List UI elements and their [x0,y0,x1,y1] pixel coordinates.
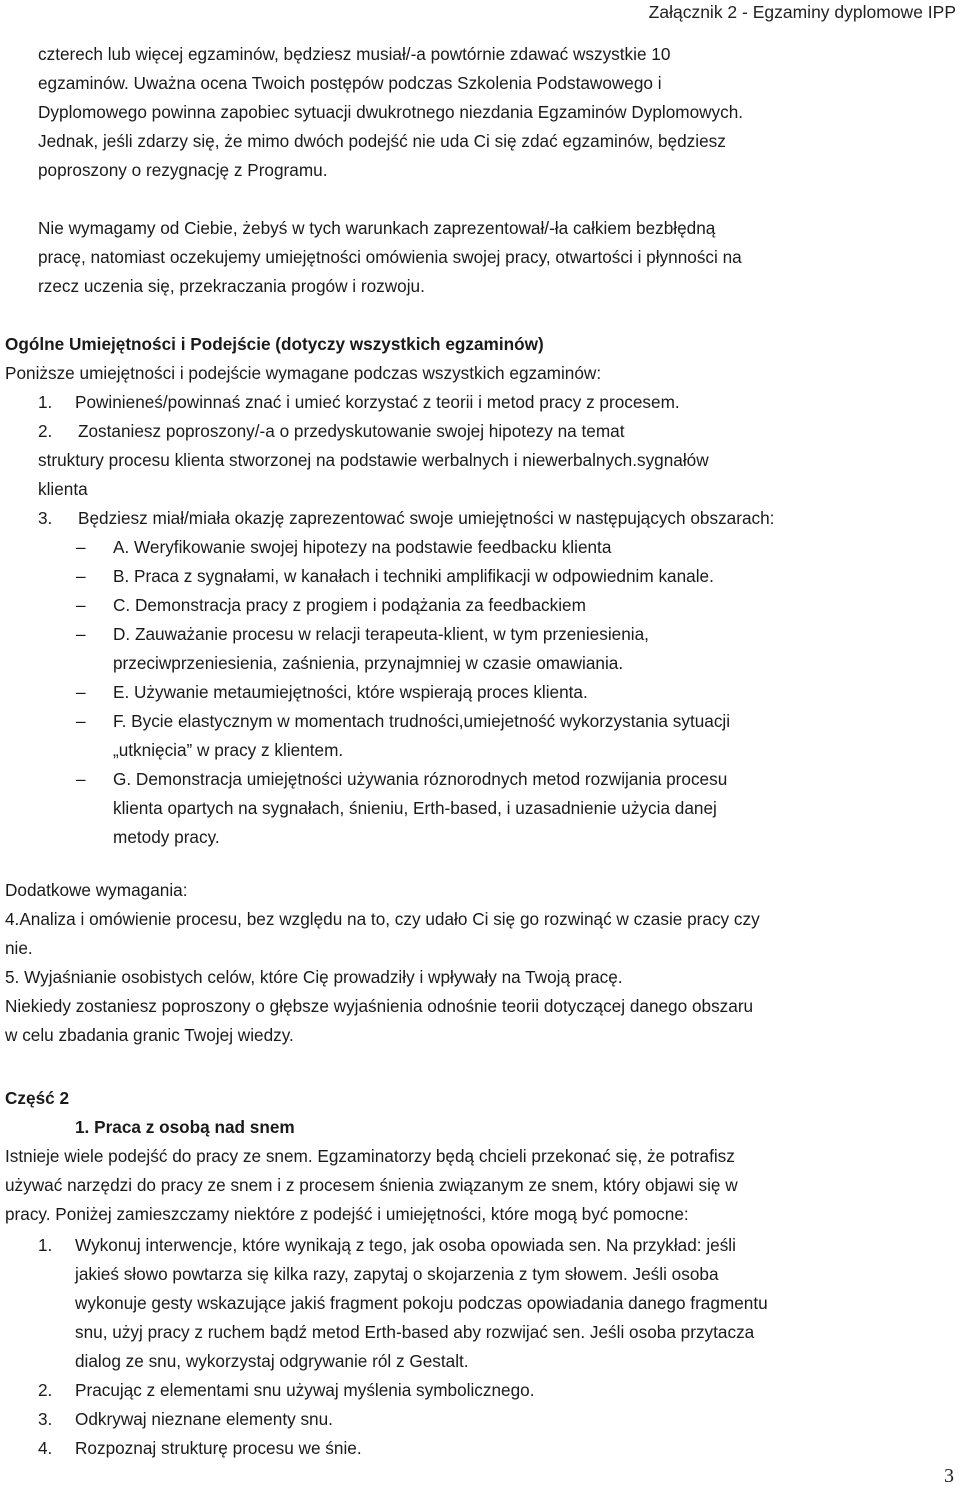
area-d-line: D. Zauważanie procesu w relacji terapeuta-klient, w tym przeniesienia, [113,624,649,644]
area-g-line: klienta opartych na sygnałach, śnieniu, Erth-based, i uzasadnienie użycia danej [113,798,717,818]
dash-bullet: – [76,682,86,702]
part2-item-number: 1. [38,1235,53,1255]
part2-item-line: Wykonuj interwencje, które wynikają z tego, jak osoba opowiada sen. Na przykład: jeśli [75,1235,736,1255]
general-item-text: struktury procesu klienta stworzonej na podstawie werbalnych i niewerbalnych.sygnałów [38,450,709,470]
intro-p2-line: pracę, natomiast oczekujemy umiejętności omówienia swojej pracy, otwartości i płynności na [38,247,742,267]
dash-bullet: – [76,769,86,789]
page-number: 3 [944,1465,954,1487]
area-a-line: A. Weryfikowanie swojej hipotezy na podstawie feedbacku klienta [113,537,612,557]
part2-intro-line: używać narzędzi do pracy ze snem i z procesem śnienia związanym ze snem, który objawi się w [5,1175,738,1195]
intro-p1-line: poproszony o rezygnację z Programu. [38,160,328,180]
additional-line: Niekiedy zostaniesz poproszony o głębsze wyjaśnienia odnośnie teorii dotyczącej danego obszaru [5,996,754,1016]
area-c-line: C. Demonstracja pracy z progiem i podążania za feedbackiem [113,595,586,615]
dash-bullet: – [76,624,86,644]
area-f-line: F. Bycie elastycznym w momentach trudności,umiejetność wykorzystania sytuacji [113,711,731,731]
part2-subheading: 1. Praca z osobą nad snem [75,1117,295,1137]
area-e-line: E. Używanie metaumiejętności, które wspierają proces klienta. [113,682,588,702]
intro-p1-line: czterech lub więcej egzaminów, będziesz musiał/-a powtórnie zdawać wszystkie 10 [38,44,671,64]
part2-item-number: 3. [38,1409,53,1429]
area-d-line: przeciwprzeniesienia, zaśnienia, przynajmniej w czasie omawiania. [113,653,624,673]
part2-item-line: dialog ze snu, wykorzystaj odgrywanie ról z Gestalt. [75,1351,469,1371]
dash-bullet: – [76,595,86,615]
part2-item-line: snu, użyj pracy z ruchem bądź metod Erth-based aby rozwijać sen. Jeśli osoba przytacza [75,1322,755,1342]
part2-item-line: jakieś słowo powtarza się kilka razy, zapytaj o skojarzenia z tym słowem. Jeśli osoba [75,1264,719,1284]
dash-bullet: – [76,711,86,731]
additional-line: nie. [5,938,33,958]
additional-heading: Dodatkowe wymagania: [5,880,188,900]
general-item-text: Zostaniesz poproszony/-a o przedyskutowanie swojej hipotezy na temat [78,421,625,441]
additional-line: w celu zbadania granic Twojej wiedzy. [5,1025,294,1045]
part2-item-number: 2. [38,1380,53,1400]
general-heading: Ogólne Umiejętności i Podejście (dotyczy wszystkich egzaminów) [5,334,544,354]
additional-line: 4.Analiza i omówienie procesu, bez względu na to, czy udało Ci się go rozwinąć w czasie pracy czy [5,909,760,929]
part2-item-line: wykonuje gesty wskazujące jakiś fragment pokoju podczas opowiadania danego fragmentu [75,1293,768,1313]
part2-intro-line: Istnieje wiele podejść do pracy ze snem. Egzaminatorzy będą chcieli przekonać się, że potrafisz [5,1146,735,1166]
general-item-text: Powinieneś/powinnaś znać i umieć korzystać z teorii i metod pracy z procesem. [75,392,680,412]
part2-intro-line: pracy. Poniżej zamieszczamy niektóre z podejść i umiejętności, które mogą być pomocne: [5,1204,689,1224]
area-g-line: metody pracy. [113,827,220,847]
general-item-text: Będziesz miał/miała okazję zaprezentować swoje umiejętności w następujących obszarach: [78,508,775,528]
general-lead: Poniższe umiejętności i podejście wymagane podczas wszystkich egzaminów: [5,363,602,383]
area-g-line: G. Demonstracja umiejętności używania róznorodnych metod rozwijania procesu [113,769,728,789]
intro-p2-line: Nie wymagamy od Ciebie, żebyś w tych warunkach zaprezentował/-ła całkiem bezbłędną [38,218,716,238]
area-f-line: „utknięcia” w pracy z klientem. [113,740,344,760]
part2-item-line: Odkrywaj nieznane elementy snu. [75,1409,333,1429]
dash-bullet: – [76,566,86,586]
intro-p1-line: Jednak, jeśli zdarzy się, że mimo dwóch podejść nie uda Ci się zdać egzaminów, będziesz [38,131,726,151]
general-item-text: klienta [38,479,88,499]
document-header: Załącznik 2 - Egzaminy dyplomowe IPP [648,2,956,22]
part2-item-number: 4. [38,1438,53,1458]
general-item-number: 2. [38,421,53,441]
intro-p1-line: egzaminów. Uważna ocena Twoich postępów podczas Szkolenia Podstawowego i [38,73,662,93]
intro-p1-line: Dyplomowego powinna zapobiec sytuacji dwukrotnego niezdania Egzaminów Dyplomowych. [38,102,744,122]
area-b-line: B. Praca z sygnałami, w kanałach i techniki amplifikacji w odpowiednim kanale. [113,566,714,586]
general-item-number: 1. [38,392,53,412]
intro-p2-line: rzecz uczenia się, przekraczania progów i rozwoju. [38,276,425,296]
part2-item-line: Rozpoznaj strukturę procesu we śnie. [75,1438,362,1458]
part2-heading: Część 2 [5,1088,70,1108]
general-item-number: 3. [38,508,53,528]
dash-bullet: – [76,537,86,557]
part2-item-line: Pracując z elementami snu używaj myślenia symbolicznego. [75,1380,535,1400]
additional-line: 5. Wyjaśnianie osobistych celów, które Cię prowadziły i wpływały na Twoją pracę. [5,967,623,987]
